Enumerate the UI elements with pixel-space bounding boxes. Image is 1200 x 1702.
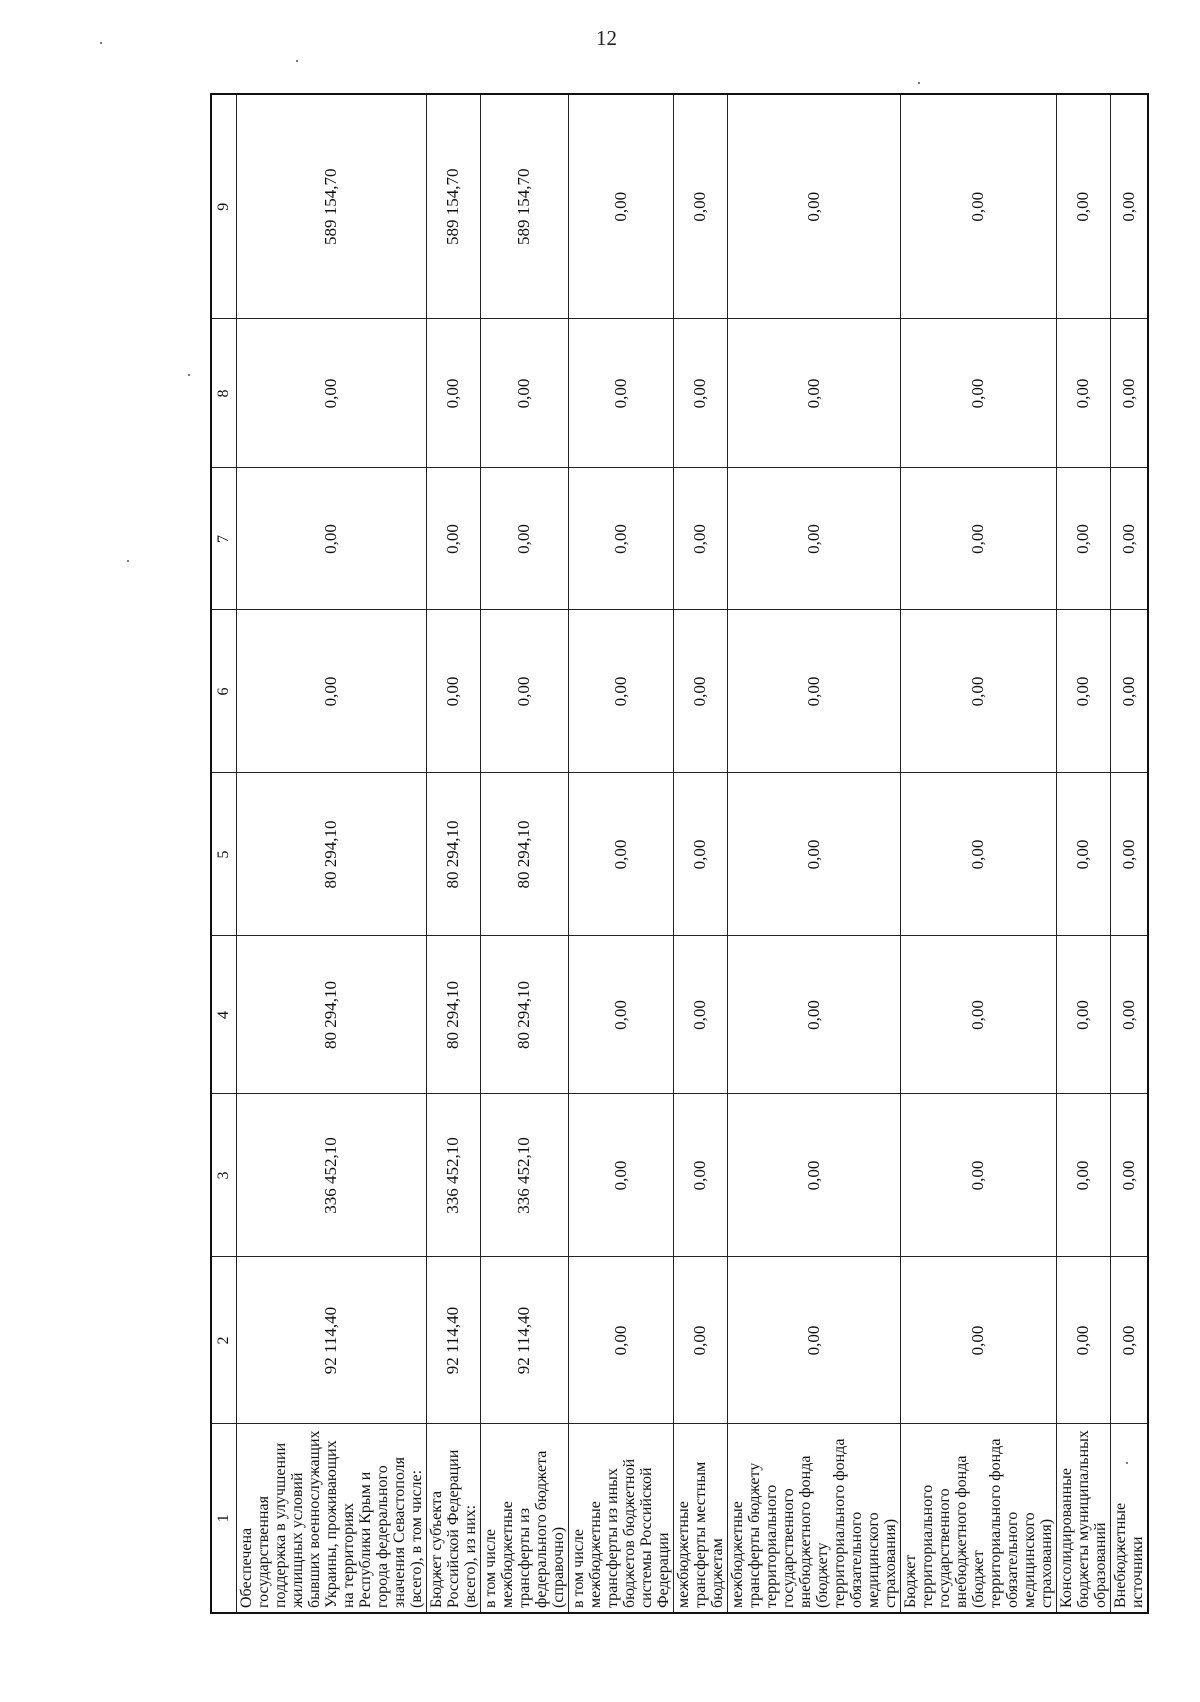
table-cell: 0,00: [673, 1257, 727, 1424]
scan-speck: [296, 60, 298, 62]
table-row: [1056, 94, 1110, 1613]
table-cell: 0,00: [1056, 94, 1110, 319]
table-cell: 0,00: [673, 610, 727, 773]
row-label: Обеспечена государственная поддержка в улучшении жилищных условий бывших военнослужащих Украины, проживающих на территориях Республики Крым и города федерального значения Севастополя (всего), в том числе:: [236, 1424, 426, 1613]
table-cell: 0,00: [1110, 936, 1148, 1094]
table-cell: 0,00: [727, 773, 900, 936]
table-cell: 0,00: [727, 468, 900, 610]
table-cell: 0,00: [480, 610, 568, 773]
table-cell: 0,00: [673, 94, 727, 319]
table-cell: 0,00: [1056, 468, 1110, 610]
row-label: в том числе межбюджетные трансферты из федерального бюджета (справочно): [480, 1424, 568, 1613]
table-cell: 0,00: [900, 468, 1056, 610]
table-cell: 80 294,10: [426, 936, 480, 1094]
row-label: Внебюджетные источники: [1110, 1424, 1148, 1613]
table-header-row: [211, 94, 236, 1613]
table-row: [426, 94, 480, 1613]
table-cell: 0,00: [900, 936, 1056, 1094]
rotated-table-container: [210, 95, 1146, 1614]
table-cell: 0,00: [1056, 936, 1110, 1094]
table-cell: 0,00: [1056, 610, 1110, 773]
table-cell: 0,00: [480, 319, 568, 468]
table-cell: 0,00: [900, 773, 1056, 936]
table-cell: 0,00: [673, 936, 727, 1094]
table-cell: 0,00: [727, 319, 900, 468]
table-cell: 0,00: [426, 610, 480, 773]
table-cell: 80 294,10: [236, 773, 426, 936]
table-cell: 0,00: [673, 1094, 727, 1257]
scan-speck: [127, 560, 129, 562]
table-cell: 0,00: [480, 468, 568, 610]
column-header: 4: [211, 936, 236, 1094]
table-cell: 0,00: [1056, 1257, 1110, 1424]
table-cell: 589 154,70: [480, 94, 568, 319]
table-cell: 0,00: [900, 94, 1056, 319]
table-cell: 0,00: [1110, 94, 1148, 319]
table-cell: 0,00: [727, 610, 900, 773]
column-header: 2: [211, 1257, 236, 1424]
scan-speck: [918, 82, 920, 84]
column-header: 6: [211, 610, 236, 773]
table-cell: 0,00: [673, 319, 727, 468]
table-cell: 589 154,70: [236, 94, 426, 319]
table-cell: 0,00: [673, 468, 727, 610]
table-cell: 0,00: [727, 936, 900, 1094]
table-cell: 336 452,10: [480, 1094, 568, 1257]
table-cell: 0,00: [900, 319, 1056, 468]
page-number: 12: [596, 26, 617, 50]
column-header: 1: [211, 1424, 236, 1613]
table-cell: 80 294,10: [480, 936, 568, 1094]
scan-speck: [100, 42, 102, 44]
table-cell: 80 294,10: [480, 773, 568, 936]
table-cell: 92 114,40: [480, 1257, 568, 1424]
table-cell: 0,00: [426, 319, 480, 468]
table-cell: 0,00: [568, 94, 673, 319]
table-cell: 0,00: [727, 1094, 900, 1257]
column-header: 8: [211, 319, 236, 468]
table-cell: 0,00: [236, 468, 426, 610]
column-header: 5: [211, 773, 236, 936]
table-cell: 0,00: [727, 1257, 900, 1424]
table-cell: 0,00: [568, 468, 673, 610]
table-cell: 0,00: [568, 1094, 673, 1257]
table-row: [236, 94, 426, 1613]
table-cell: 0,00: [1056, 773, 1110, 936]
table-cell: 0,00: [1110, 1094, 1148, 1257]
table-cell: 0,00: [1110, 610, 1148, 773]
table-row: [900, 94, 1056, 1613]
table-cell: 0,00: [900, 1094, 1056, 1257]
table-cell: 0,00: [568, 773, 673, 936]
table-cell: 0,00: [900, 1257, 1056, 1424]
table-cell: 0,00: [236, 610, 426, 773]
table-cell: 0,00: [1110, 319, 1148, 468]
row-label: межбюджетные трансферты местным бюджетам: [673, 1424, 727, 1613]
table-cell: 0,00: [1056, 1094, 1110, 1257]
scan-speck: [188, 374, 190, 376]
table-cell: 80 294,10: [236, 936, 426, 1094]
table-cell: 0,00: [568, 936, 673, 1094]
table-cell: 0,00: [1110, 468, 1148, 610]
column-header: 3: [211, 1094, 236, 1257]
table-cell: 0,00: [727, 94, 900, 319]
column-header: 9: [211, 94, 236, 319]
table-cell: 0,00: [1056, 319, 1110, 468]
row-label: межбюджетные трансферты бюджету территориального государственного внебюджетного фонда (бюджету территориального фонда обязательного медицинского страхования): [727, 1424, 900, 1613]
table-cell: 589 154,70: [426, 94, 480, 319]
row-label: Консолидированные бюджеты муниципальных образований: [1056, 1424, 1110, 1613]
row-label: Бюджет территориального государственного внебюджетного фонда (бюджет территориального фонда обязательного медицинского страхования): [900, 1424, 1056, 1613]
table-cell: 0,00: [568, 610, 673, 773]
table-cell: 0,00: [673, 773, 727, 936]
table-cell: 92 114,40: [236, 1257, 426, 1424]
table-row: [480, 94, 568, 1613]
table-cell: 0,00: [568, 1257, 673, 1424]
table-cell: 0,00: [900, 610, 1056, 773]
column-header: 7: [211, 468, 236, 610]
table-cell: 0,00: [426, 468, 480, 610]
table-row: [673, 94, 727, 1613]
table-cell: 0,00: [236, 319, 426, 468]
table-row: [1110, 94, 1148, 1613]
row-label: в том числе межбюджетные трансферты из иных бюджетов бюджетной системы Российской Федерации: [568, 1424, 673, 1613]
table-cell: 0,00: [568, 319, 673, 468]
table-cell: 336 452,10: [426, 1094, 480, 1257]
table-cell: 336 452,10: [236, 1094, 426, 1257]
row-label: Бюджет субъекта Российской Федерации (всего), из них:: [426, 1424, 480, 1613]
table-row: [568, 94, 673, 1613]
budget-table: [210, 93, 1149, 1614]
table-cell: 0,00: [1110, 773, 1148, 936]
table-row: [727, 94, 900, 1613]
table-cell: 92 114,40: [426, 1257, 480, 1424]
table-cell: 0,00: [1110, 1257, 1148, 1424]
table-cell: 80 294,10: [426, 773, 480, 936]
